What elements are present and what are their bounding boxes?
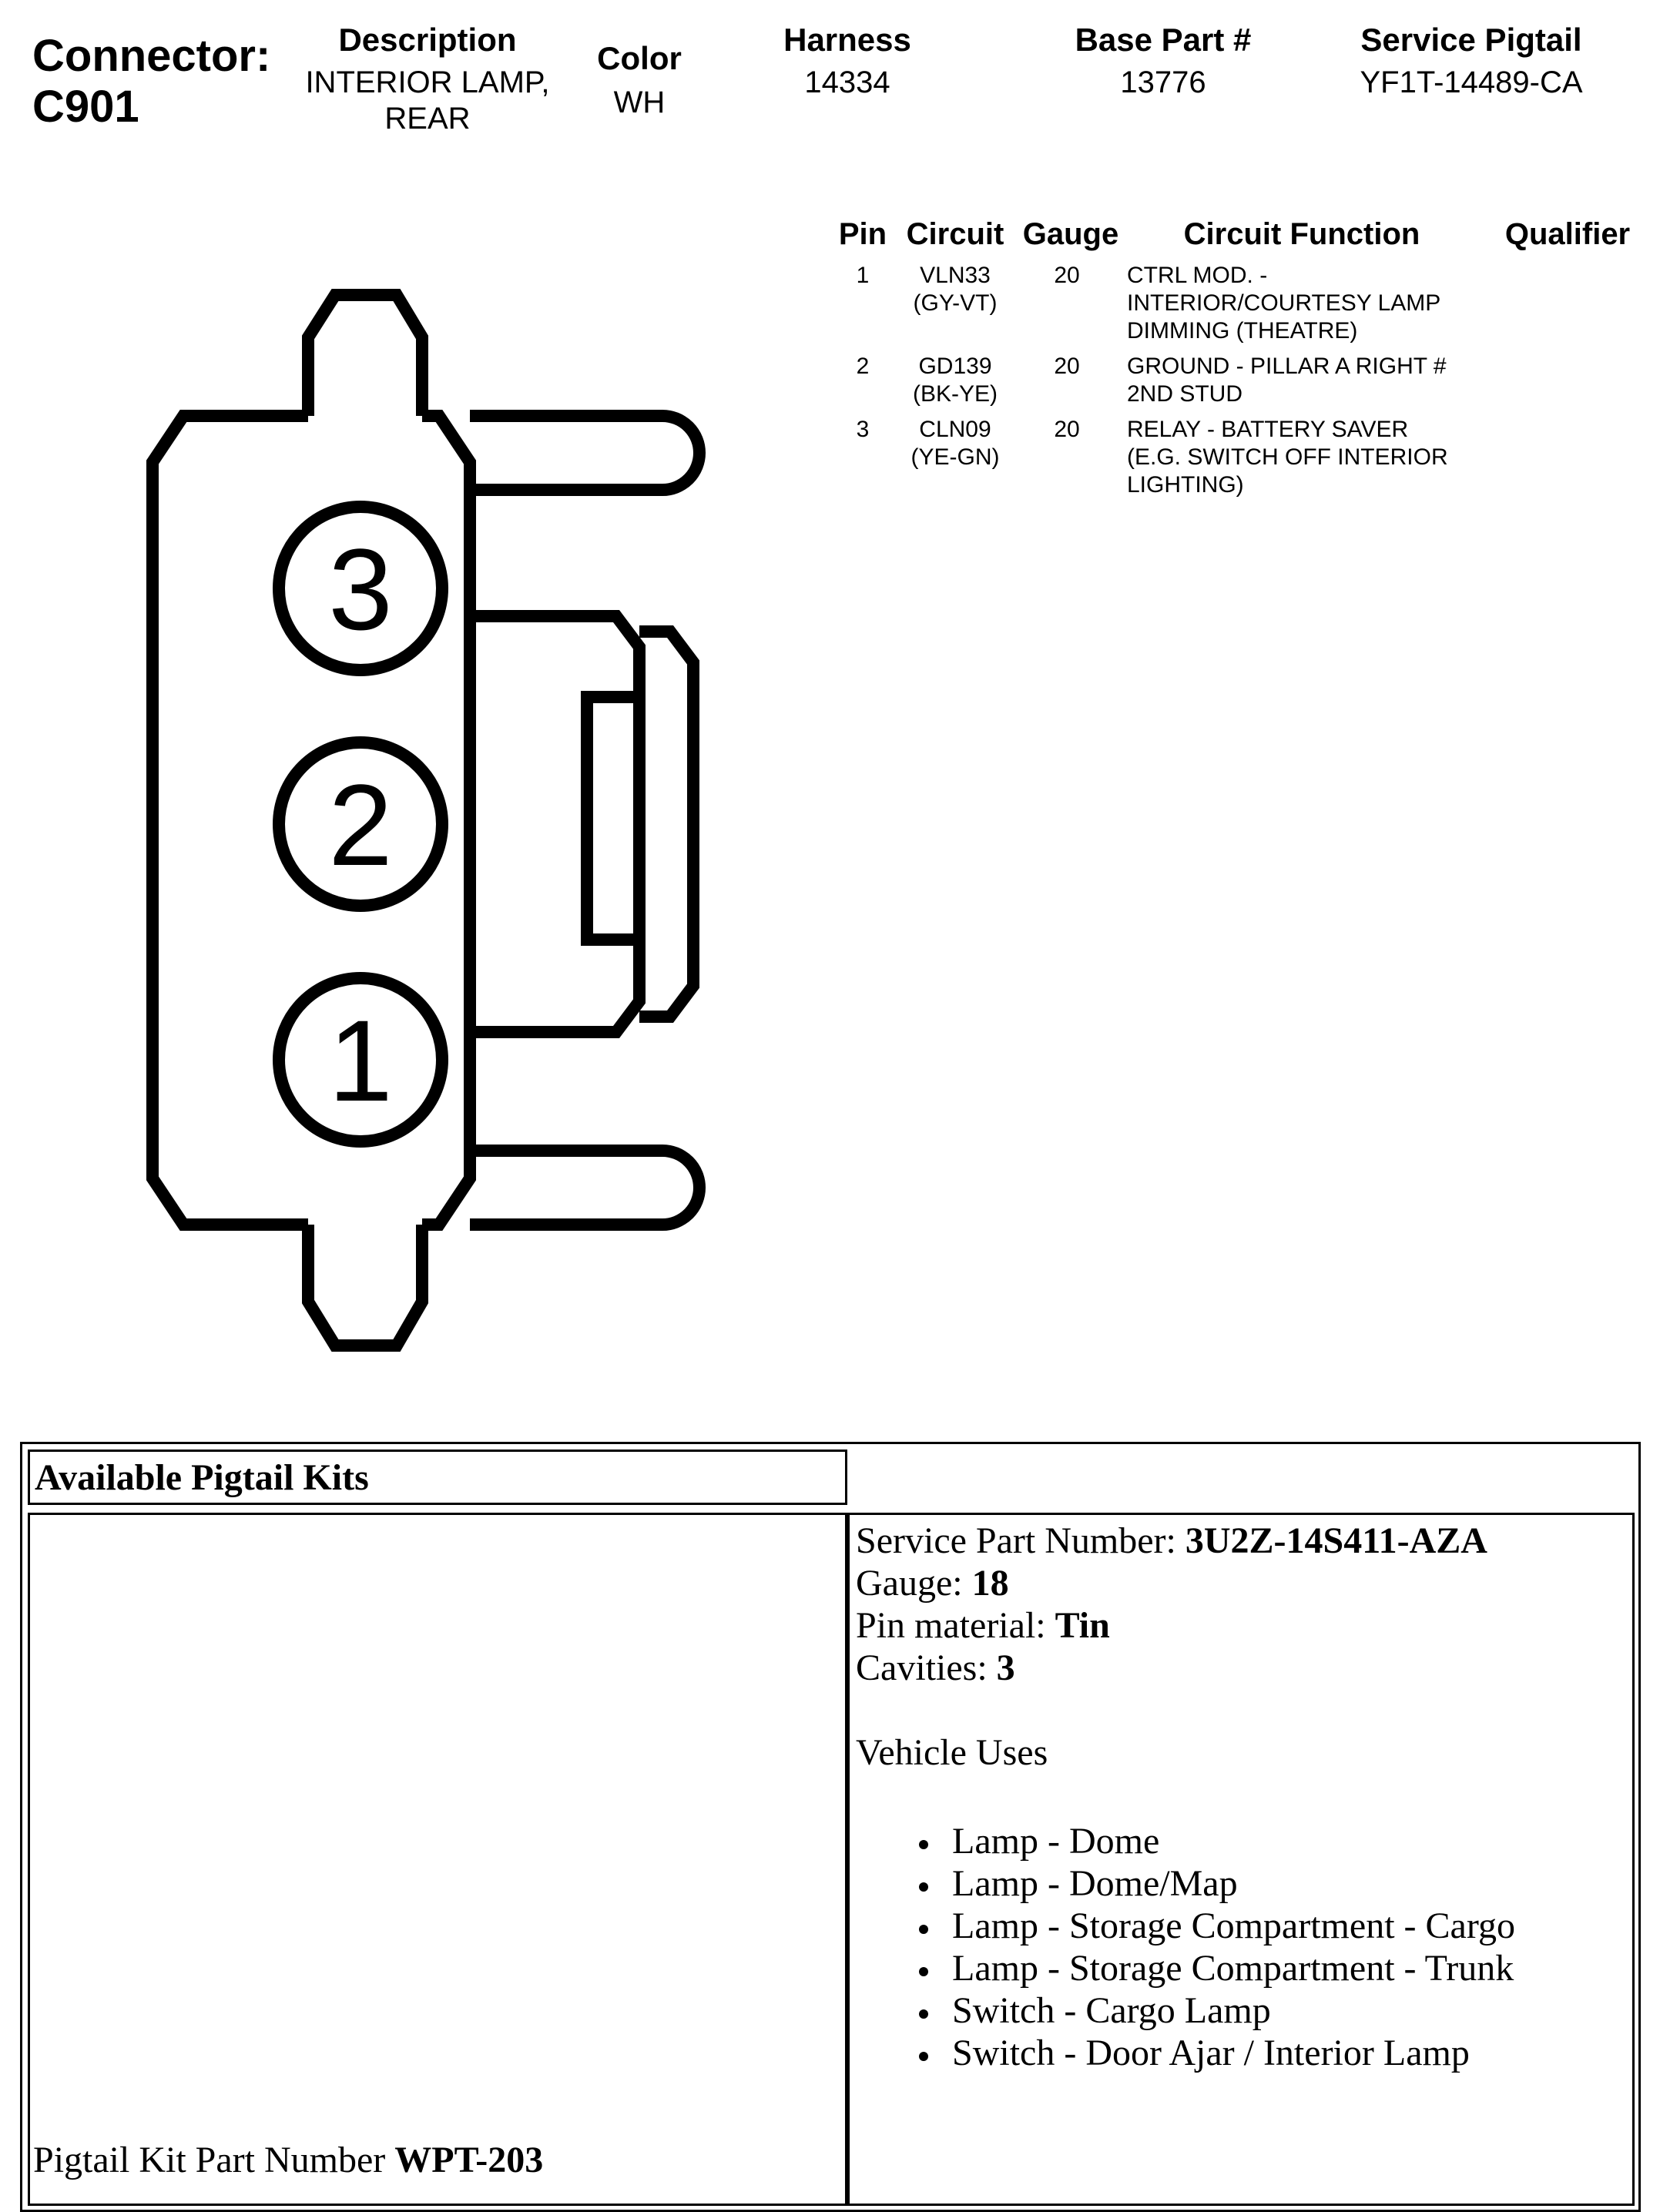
vehicle-uses-label: Vehicle Uses: [856, 1732, 1048, 1773]
cavity-label-2: 2: [328, 760, 393, 890]
base-part-value: 13776: [1120, 65, 1206, 99]
service-part-label: Service Part Number:: [856, 1520, 1185, 1561]
function-line: INTERIOR/COURTESY LAMP: [1127, 290, 1441, 316]
function-line: (E.G. SWITCH OFF INTERIOR: [1127, 444, 1448, 470]
table-row: [832, 353, 1648, 414]
pigtail-kit-details-cell: [847, 1513, 1635, 2206]
lower-pin-prong: [470, 1151, 699, 1225]
table-row: [832, 416, 1648, 502]
gauge-line: [856, 1562, 1626, 1604]
pin-material-value: Tin: [1055, 1605, 1110, 1646]
function-line: RELAY - BATTERY SAVER: [1127, 417, 1409, 442]
list-item: Lamp - Storage Compartment - Trunk: [856, 1947, 1626, 1989]
list-item: Switch - Door Ajar / Interior Lamp: [856, 2032, 1626, 2074]
pin-number: 1: [856, 263, 870, 288]
harness-value: 14334: [804, 65, 890, 99]
service-part-line: [856, 1520, 1626, 1562]
lock-window: [587, 697, 639, 940]
gauge-value: 18: [971, 1563, 1009, 1604]
function-line: DIMMING (THEATRE): [1127, 318, 1358, 344]
description-line2: REAR: [384, 102, 471, 136]
upper-pin-prong: [470, 416, 699, 490]
color-value: WH: [613, 85, 666, 119]
circuit-header: Circuit: [906, 217, 1004, 251]
pin-material-label: Pin material:: [856, 1605, 1055, 1646]
cavity-label-1: 1: [328, 996, 393, 1125]
function-line: CTRL MOD. -: [1127, 263, 1268, 288]
list-item: Lamp - Storage Compartment - Cargo: [856, 1905, 1626, 1947]
connector-id: C901: [32, 82, 139, 132]
cavities-value: 3: [996, 1647, 1015, 1688]
gauge-header: Gauge: [1022, 217, 1119, 251]
service-pigtail-label: Service Pigtail: [1360, 22, 1582, 58]
function-line: LIGHTING): [1127, 472, 1244, 498]
pin-number: 2: [856, 354, 870, 379]
list-item: Lamp - Dome: [856, 1820, 1626, 1862]
wire-gauge: 20: [1054, 263, 1080, 288]
harness-label: Harness: [783, 22, 911, 58]
list-item: Lamp - Dome/Map: [856, 1862, 1626, 1905]
description-label: Description: [338, 22, 517, 58]
list-item: Switch - Cargo Lamp: [856, 1989, 1626, 2032]
circuit-id: CLN09: [919, 417, 991, 442]
connector-label: Connector:: [32, 31, 271, 81]
kit-part-value: WPT-203: [394, 2140, 544, 2180]
table-row: [832, 262, 1648, 348]
pigtail-kits-title: Available Pigtail Kits: [35, 1457, 369, 1498]
base-part-label: Base Part #: [1075, 22, 1252, 58]
pigtail-kit-left-cell: [28, 1513, 847, 2206]
base-part-column: [1040, 22, 1286, 101]
connector-face-diagram: [0, 0, 770, 1386]
service-pigtail-value: YF1T-14489-CA: [1360, 65, 1583, 99]
locking-ramp-inner: [639, 632, 693, 1017]
service-pigtail-column: [1325, 22, 1618, 101]
kit-part-label: Pigtail Kit Part Number: [33, 2140, 395, 2180]
gauge-label: Gauge:: [856, 1563, 972, 1604]
cavities-line: [856, 1647, 1626, 1689]
bottom-latch-tab: [308, 1225, 422, 1346]
circuit-id: GD139: [918, 354, 992, 379]
function-header: Circuit Function: [1183, 217, 1420, 251]
circuit-id: VLN33: [920, 263, 991, 288]
vehicle-uses-list: [856, 1820, 1626, 2074]
service-part-value: 3U2Z-14S411-AZA: [1185, 1520, 1487, 1561]
pin-table: [832, 217, 1648, 510]
description-line1: INTERIOR LAMP,: [305, 65, 550, 99]
harness-column: [739, 22, 955, 101]
top-latch-tab: [308, 295, 422, 416]
pin-material-line: [856, 1604, 1626, 1647]
circuit-color: (GY-VT): [913, 290, 998, 316]
function-line: GROUND - PILLAR A RIGHT #: [1127, 354, 1447, 379]
pin-header: Pin: [838, 217, 887, 251]
cavities-label: Cavities:: [856, 1647, 997, 1688]
locking-ramp: [470, 616, 639, 1032]
function-line: 2ND STUD: [1127, 381, 1243, 407]
color-label: Color: [597, 40, 682, 76]
pin-number: 3: [856, 417, 870, 442]
qualifier-header: Qualifier: [1504, 217, 1631, 251]
wire-gauge: 20: [1054, 354, 1080, 379]
circuit-color: (YE-GN): [910, 444, 1000, 470]
pigtail-kits-title-cell: [28, 1450, 847, 1505]
circuit-color: (BK-YE): [912, 381, 998, 407]
kit-part-line: [33, 2139, 543, 2181]
cavity-label-3: 3: [328, 525, 393, 654]
wire-gauge: 20: [1054, 417, 1080, 442]
